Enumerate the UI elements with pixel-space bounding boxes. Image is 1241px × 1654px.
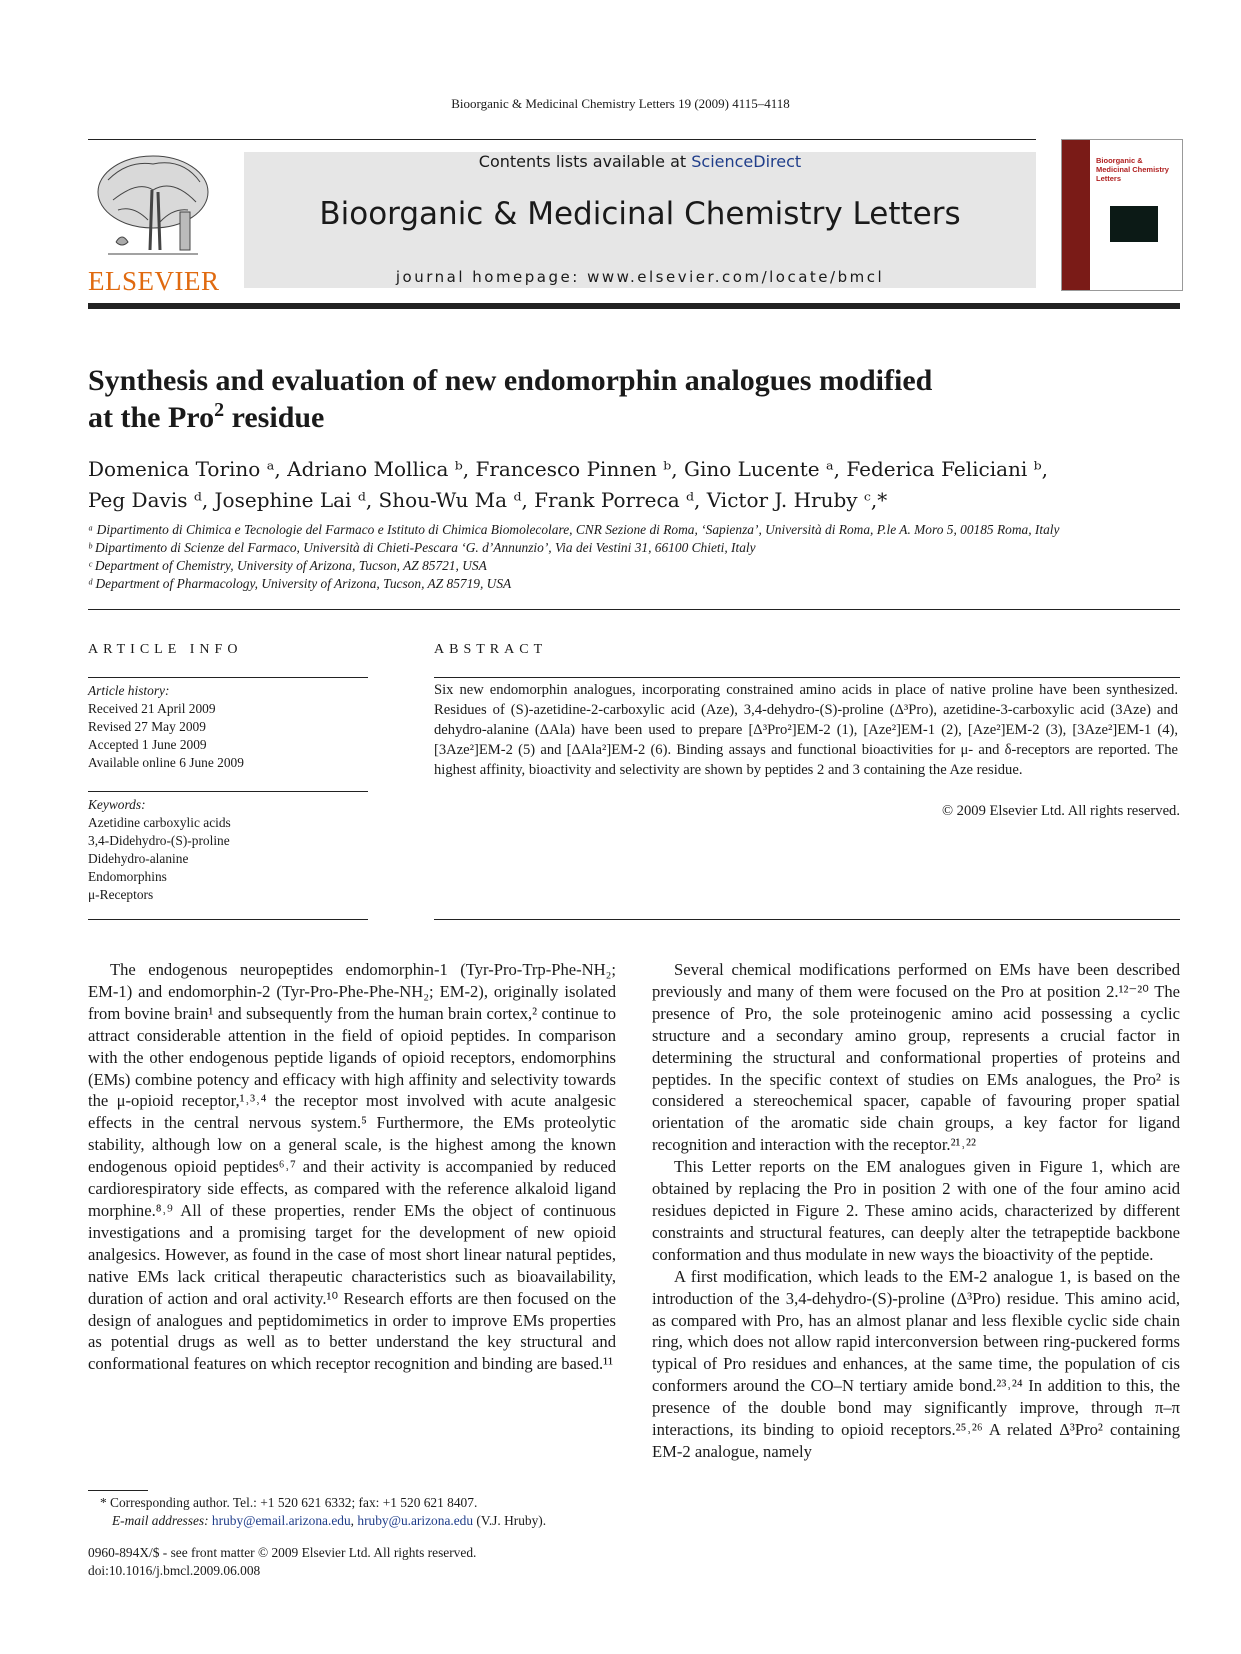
header-bottom-rule: [88, 303, 1180, 309]
doi-line[interactable]: doi:10.1016/j.bmcl.2009.06.008: [88, 1563, 261, 1578]
body-paragraph: The endogenous neuropeptides endomorphin-1 (Tyr-Pro-Trp-Phe-NH₂; EM-1) and endomorphin-2 (Tyr-Pro-Phe-Phe-NH₂; EM-2), originally isolated from bovine brain¹ and subsequently from the human brain cortex,² continue to attract considerable attention in the field of opioid peptides. In comparison with the other endogenous peptide ligands of opioid receptors, endomorphins (EMs) combine potency and efficacy with high affinity and selectivity towards the μ-opioid receptor,¹˒³˒⁴ the receptor most involved with acute analgesic effects in the central nervous system.⁵ Furthermore, the EMs proteolytic stability, although low on a general scale, is the highest among the known endogenous opioid peptides⁶˒⁷ and their activity is accompanied by reduced cardiorespiratory side effects, as compared with the reference alkaloid ligand morphine.⁸˒⁹ All of these properties, render EMs the object of continuous investigations and a promising target for the development of new opioid analgesics. However, as found in the case of most short linear natural peptides, native EMs lack critical therapeutic characteristics such as bioavailability, duration of action and oral activity.¹⁰ Research efforts are then focused on the design of analogues and peptidomimetics in order to improve EMs properties as potential drugs as well as to better understand the key structural and conformational features on which receptor recognition and binding are based.¹¹: [88, 960, 616, 1374]
abstract-copyright: © 2009 Elsevier Ltd. All rights reserved.: [941, 803, 1180, 819]
history-revised: Revised 27 May 2009: [88, 719, 206, 734]
affiliation-d: ᵈ Department of Pharmacology, University of Arizona, Tucson, AZ 85719, USA: [88, 576, 512, 591]
body-paragraph: A first modification, which leads to the EM-2 analogue 1, is based on the introduction of the 3,4-dehydro-(S)-proline (Δ³Pro) residue. This amino acid, as compared with Pro, has an almost planar and less flexible cyclic side chain ring, which does not allow rapid interconversion between ring-puckered forms typical of Pro residues and enhances, at the same time, the population of cis conformers around the CO–N tertiary amide bond.²³˒²⁴ In addition to this, the presence of the double bond may significantly improve, through π–π interactions, its binding to opioid receptors.²⁵˒²⁶ A related Δ³Pro² containing EM-2 analogue, namely: [652, 1266, 1180, 1461]
keyword-item: Azetidine carboxylic acids: [88, 815, 231, 830]
corresponding-author-footnote: [100, 1494, 546, 1530]
author-list: [88, 454, 1048, 516]
journal-title: Bioorganic & Medicinal Chemistry Letters: [319, 196, 961, 232]
journal-cover-thumbnail: [1061, 139, 1183, 291]
cover-spine: [1062, 140, 1090, 290]
issn-line: 0960-894X/$ - see front matter © 2009 Elsevier Ltd. All rights reserved.: [88, 1545, 477, 1560]
article-history: [88, 682, 244, 772]
footnote-rule: [88, 1490, 148, 1491]
abstract-text: Six new endomorphin analogues, incorporating constrained amino acids in place of native proline have been synthesized. Residues of (S)-azetidine-2-carboxylic acid (Aze), 3,4-dehydro-(S)-proline (Δ³Pro), azetidine-3-carboxylic acid (3Aze) and dehydro-alanine (ΔAla) have been used to prepare [Δ³Pro²]EM-2 (1), [Aze²]EM-1 (2), [Aze²]EM-2 (3), [3Aze²]EM-1 (4), [3Aze²]EM-2 (5) and [ΔAla²]EM-2 (6). Binding assays and functional bioactivities for μ- and δ-receptors are reported. The highest affinity, bioactivity and selectivity are shown by peptides 2 and 3 containing the Aze residue.: [434, 682, 1178, 778]
affiliation-b: ᵇ Dipartimento di Scienze del Farmaco, Università di Chieti-Pescara ‘G. d’Annunzio’, Via dei Vestini 31, 66100 Chieti, Italy: [88, 540, 756, 555]
running-header: Bioorganic & Medicinal Chemistry Letters 19 (2009) 4115–4118: [451, 96, 790, 111]
keywords: [88, 796, 231, 904]
keywords-rule: [88, 791, 368, 792]
abstract-heading: ABSTRACT: [434, 642, 548, 657]
article-info-bottom-rule: [88, 919, 368, 920]
email-link[interactable]: hruby@u.arizona.edu: [357, 1513, 474, 1528]
history-label: Article history:: [88, 683, 170, 698]
body-column-right: [652, 959, 1180, 1463]
cover-image: [1110, 206, 1158, 242]
affiliation-a: ᵃ Dipartimento di Chimica e Tecnologie del Farmaco e Istituto di Chimica Biomolecolare, CNR Sezione di Roma, ‘Sapienza’, Università di Roma, P.le A. Moro 5, 00185 Roma, Italy: [88, 522, 1060, 537]
journal-homepage[interactable]: journal homepage: www.elsevier.com/locate/bmcl: [395, 268, 885, 286]
title-line-1: Synthesis and evaluation of new endomorphin analogues modified: [88, 364, 933, 397]
body-paragraph: Several chemical modifications performed on EMs have been described previously and many of them were focused on the Pro at position 2.¹²⁻²⁰ The presence of Pro, the sole proteinogenic amino acid possessing a cyclic structure and a secondary amino group, represents a crucial factor in determining the structural and conformational properties of proteins and peptides. In the specific context of studies on EMs analogues, the Pro² is considered a stereochemical spacer, capable of favouring proper spatial orientation of the aromatic side chain groups, a key factor for ligand recognition and interaction with the receptor.²¹˒²²: [652, 960, 1180, 1155]
keyword-item: Endomorphins: [88, 869, 167, 884]
corresponding-author: * Corresponding author. Tel.: +1 520 621 6332; fax: +1 520 621 8407.: [100, 1495, 478, 1510]
keyword-item: μ-Receptors: [88, 887, 154, 902]
sciencedirect-link[interactable]: ScienceDirect: [691, 152, 802, 171]
article-info-heading: ARTICLE INFO: [88, 642, 243, 657]
affiliation-c: ᶜ Department of Chemistry, University of Arizona, Tucson, AZ 85721, USA: [88, 558, 487, 573]
issn-doi: [88, 1544, 476, 1580]
history-accepted: Accepted 1 June 2009: [88, 737, 207, 752]
body-column-left: [88, 959, 616, 1375]
body-paragraph: This Letter reports on the EM analogues given in Figure 1, which are obtained by replacing the Pro in position 2 with one of the four amino acid residues depicted in Figure 2. These amino acids, characterized by different constraints and structural features, can deeply alter the tetrapeptide backbone conformation and thus modulate in new ways the bioactivity of the peptide.: [652, 1157, 1180, 1264]
title-line-2: at the Pro$^2$ residue: [88, 399, 325, 434]
email-addresses: E-mail addresses: hruby@email.arizona.edu, hruby@u.arizona.edu (V.J. Hruby).: [112, 1513, 547, 1528]
article-title: [88, 362, 932, 436]
email-link[interactable]: hruby@email.arizona.edu: [211, 1513, 351, 1528]
history-received: Received 21 April 2009: [88, 701, 216, 716]
authors-line-1: Domenica Torino ᵃ, Adriano Mollica ᵇ, Francesco Pinnen ᵇ, Gino Lucente ᵃ, Federica Feliciani ᵇ,: [88, 457, 1048, 481]
affiliation-rule: [88, 609, 1180, 610]
history-online: Available online 6 June 2009: [88, 755, 244, 770]
header-top-rule: [88, 139, 1036, 140]
cover-title: Bioorganic & Medicinal Chemistry Letters: [1096, 156, 1169, 183]
elsevier-tree-logo: [88, 150, 218, 266]
keywords-label: Keywords:: [88, 797, 146, 812]
affiliations: [88, 521, 1059, 593]
article-info-rule: [88, 677, 368, 678]
abstract-rule: [434, 677, 1180, 678]
authors-line-2: Peg Davis ᵈ, Josephine Lai ᵈ, Shou-Wu Ma ᵈ, Frank Porreca ᵈ, Victor J. Hruby ᶜ,*: [88, 488, 888, 512]
keyword-item: Didehydro-alanine: [88, 851, 189, 866]
elsevier-wordmark: ELSEVIER: [88, 266, 220, 296]
contents-prefix: Contents lists available at: [478, 152, 692, 171]
contents-line: [244, 152, 1036, 171]
keyword-item: 3,4-Didehydro-(S)-proline: [88, 833, 230, 848]
abstract-bottom-rule: [434, 919, 1180, 920]
